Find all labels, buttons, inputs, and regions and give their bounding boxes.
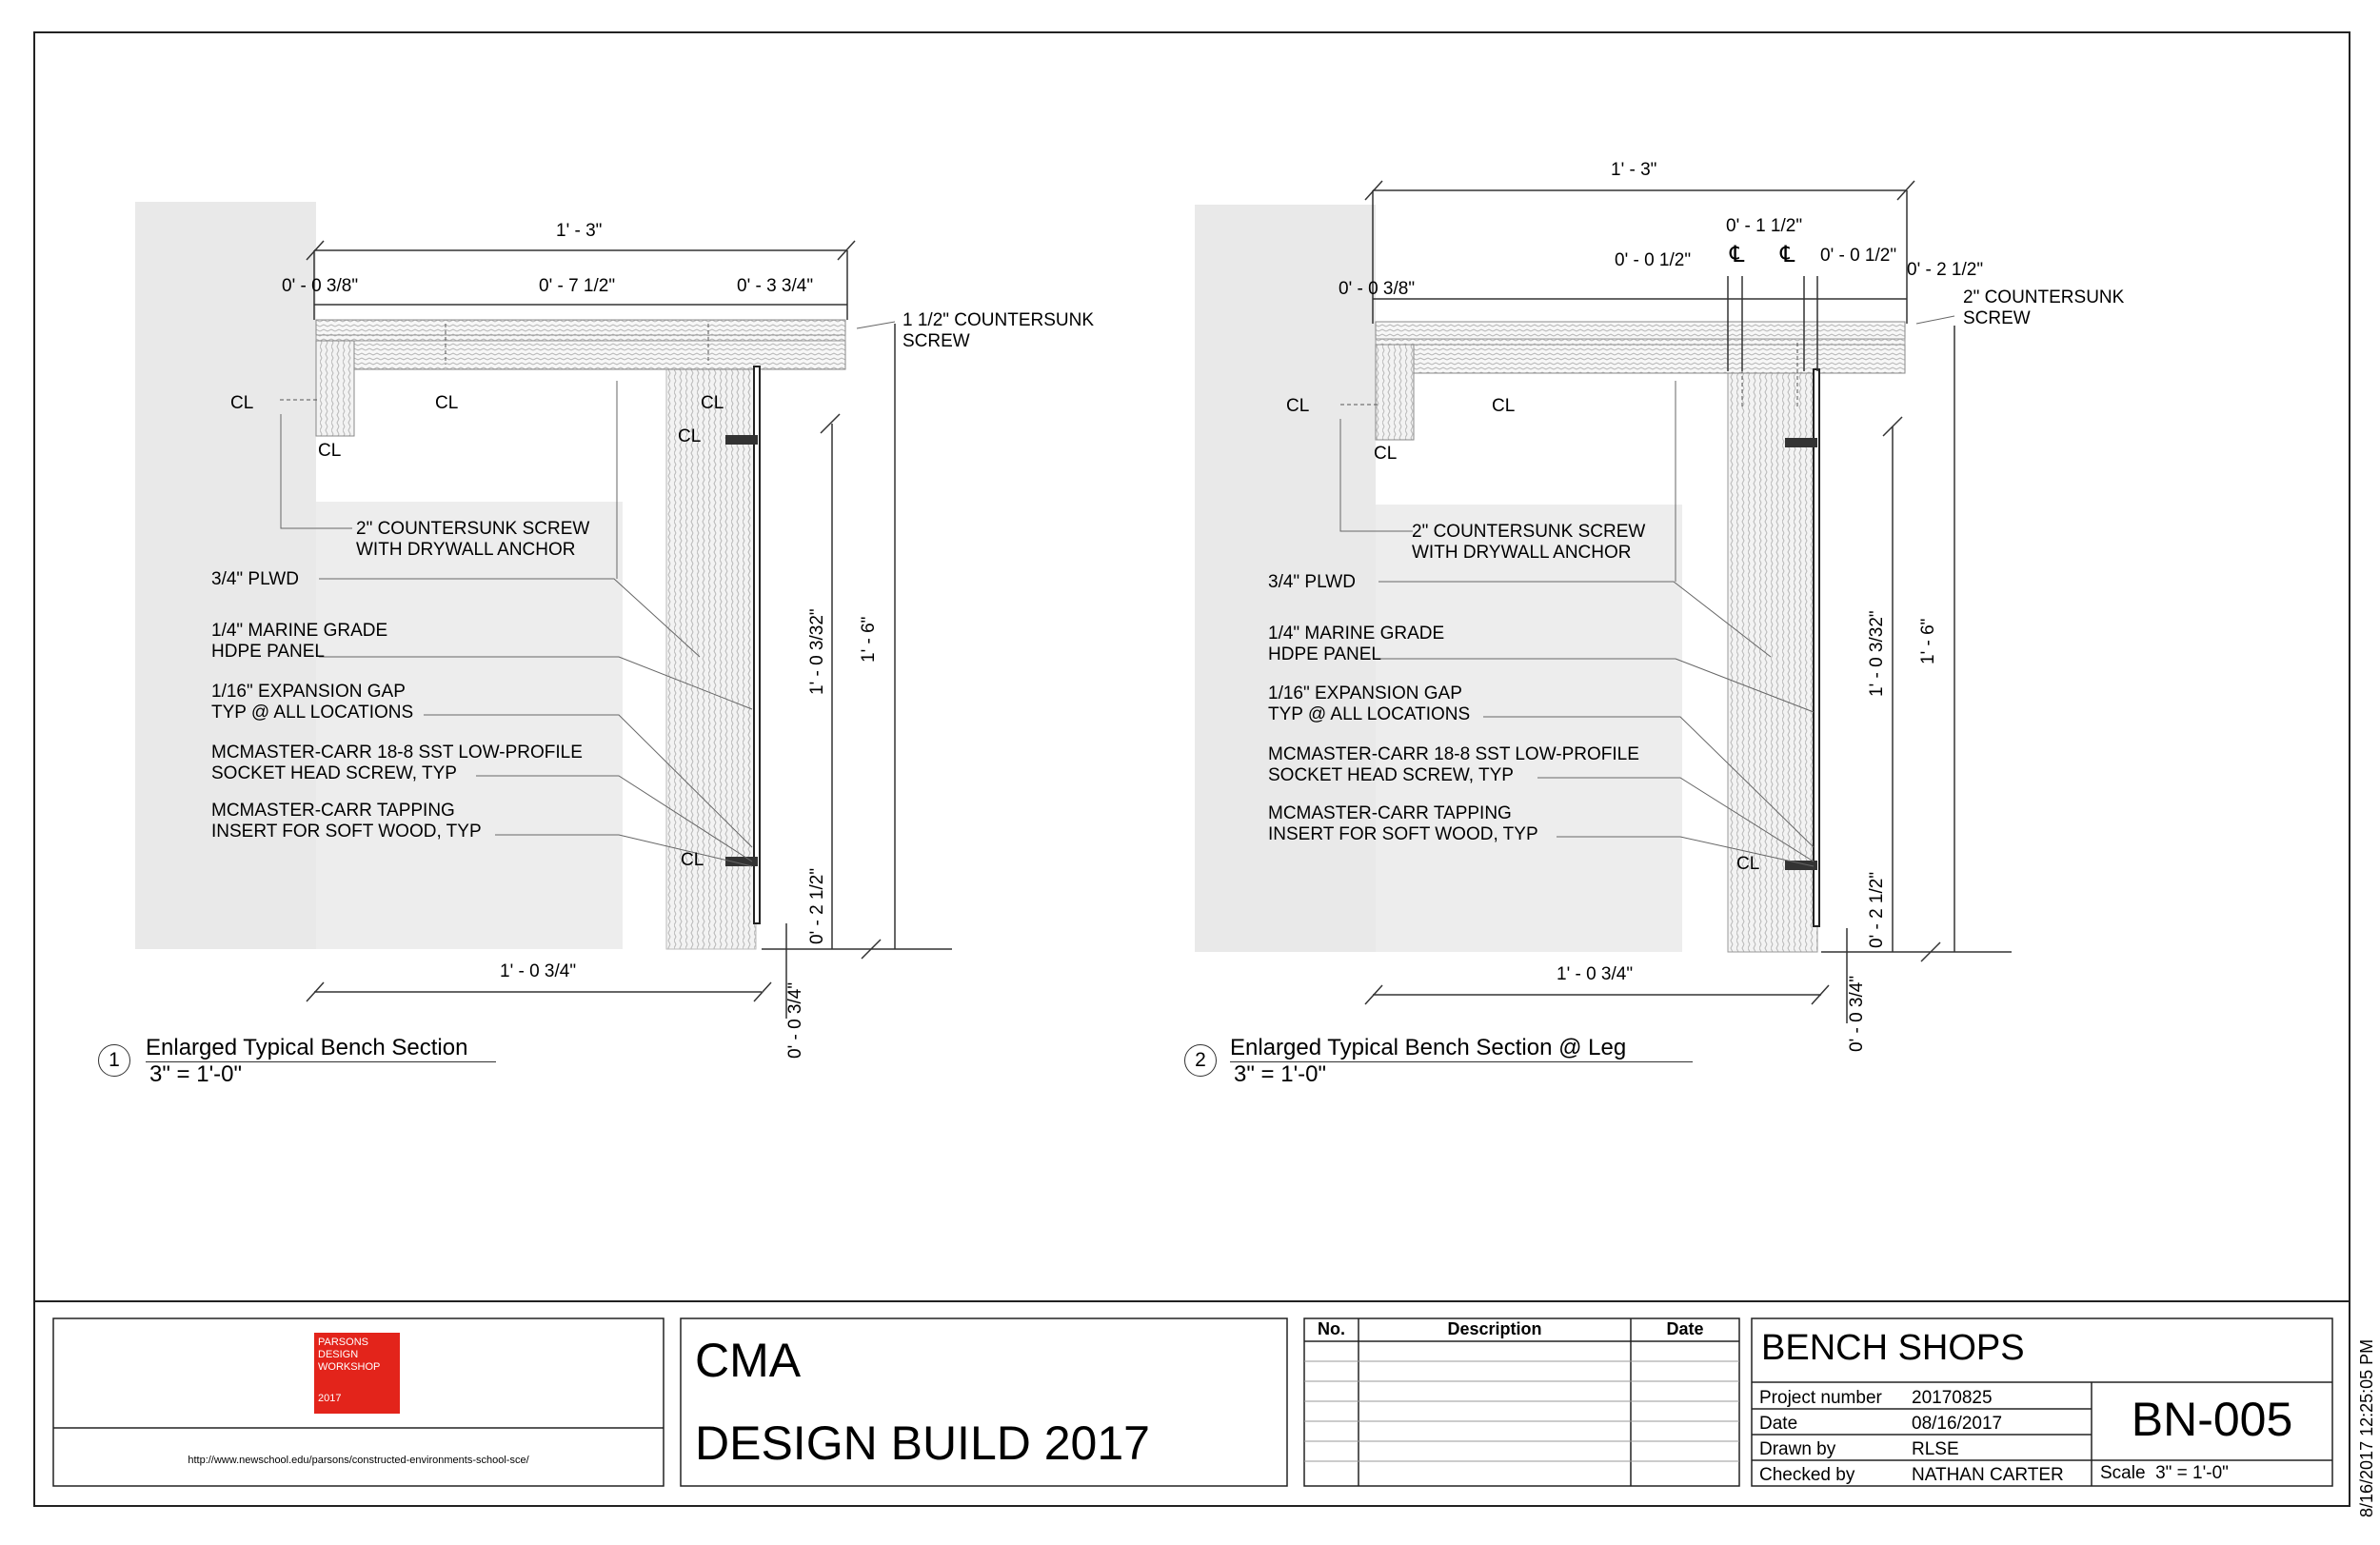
note-hdpe: 1/4" MARINE GRADE HDPE PANEL [1268,624,1445,664]
logo-line: WORKSHOP [318,1361,381,1373]
field-value: 08/16/2017 [1912,1414,2003,1434]
field-value: 20170825 [1912,1388,1993,1408]
dim-bottom-width: 1' - 0 3/4" [1557,964,1634,984]
field-label: Project number [1759,1388,1882,1408]
detail-number-bubble: 1 [98,1044,130,1077]
cl-label: CL [681,850,704,870]
logo-line: PARSONS [318,1337,368,1348]
detail-number-bubble: 2 [1184,1044,1217,1077]
dim-right-offset: 0' - 3 3/4" [737,276,814,296]
field-value: NATHAN CARTER [1912,1465,2064,1485]
note-screw-top: 1 1/2" COUNTERSUNK SCREW [902,310,1095,351]
field-value: RLSE [1912,1439,1959,1459]
dim-overall-width: 1' - 3" [1611,160,1657,180]
dim-bottom-offset: 0' - 2 1/2" [807,867,827,944]
logo-line: DESIGN [318,1349,359,1360]
dim-leg-b: 0' - 0 1/2" [1820,246,1897,266]
dim-left-offset: 0' - 0 3/8" [1339,279,1416,299]
note-hdpe: 1/4" MARINE GRADE HDPE PANEL [211,621,388,662]
field-label: Checked by [1759,1465,1855,1485]
rev-header-description: Description [1447,1319,1542,1338]
logo-line: 2017 [318,1393,342,1404]
cl-label: CL [230,393,254,413]
cl-label: CL [678,426,702,446]
detail-scale: 3" = 1'-0" [1234,1061,1327,1087]
field-values [1912,1385,2064,1488]
centerline-symbol: ℄ [1730,242,1745,267]
dim-height-total: 1' - 6" [1918,618,1938,664]
firm-url[interactable]: http://www.newschool.edu/parsons/constructed-environments-school-sce/ [188,1455,529,1466]
detail-title: Enlarged Typical Bench Section [146,1035,496,1062]
scale-value: 3" = 1'-0" [2155,1463,2229,1483]
field-labels [1759,1385,1882,1488]
cl-label: CL [318,441,342,461]
dim-middle: 0' - 7 1/2" [539,276,616,296]
note-plwd: 3/4" PLWD [211,569,299,589]
dim-left-offset: 0' - 0 3/8" [282,276,359,296]
dim-height-panel: 1' - 0 3/32" [1867,610,1887,697]
note-socket: MCMASTER-CARR 18-8 SST LOW-PROFILE SOCKET HEAD SCREW, TYP [211,743,583,783]
dim-panel-bottom: 0' - 0 3/4" [1847,975,1867,1052]
scale-field [2100,1463,2229,1484]
note-wall-screw: 2" COUNTERSUNK SCREW WITH DRYWALL ANCHOR [1412,522,1646,563]
cl-label: CL [701,393,724,413]
project-title: DESIGN BUILD 2017 [695,1416,1150,1470]
dim-leg-a: 0' - 0 1/2" [1615,250,1692,270]
note-insert: MCMASTER-CARR TAPPING INSERT FOR SOFT WOOD, TYP [1268,803,1538,844]
scale-label: Scale [2100,1463,2146,1483]
dim-panel-bottom: 0' - 0 3/4" [785,981,805,1059]
note-screw-top: 2" COUNTERSUNK SCREW [1963,287,2125,328]
dim-bottom-offset: 0' - 2 1/2" [1867,871,1887,948]
sheet-title: BENCH SHOPS [1761,1328,2025,1368]
note-insert: MCMASTER-CARR TAPPING INSERT FOR SOFT WOOD, TYP [211,801,482,842]
sheet-number: BN-005 [2131,1393,2293,1446]
detail-scale: 3" = 1'-0" [149,1061,243,1087]
note-gap: 1/16" EXPANSION GAP TYP @ ALL LOCATIONS [211,682,414,723]
cl-label: CL [1492,396,1516,416]
rev-header-date: Date [1666,1319,1704,1338]
logo [318,1337,398,1405]
note-gap: 1/16" EXPANSION GAP TYP @ ALL LOCATIONS [1268,683,1471,724]
dim-right-offset: 0' - 2 1/2" [1907,260,1984,280]
rev-header-no: No. [1318,1319,1345,1338]
note-wall-screw: 2" COUNTERSUNK SCREW WITH DRYWALL ANCHOR [356,519,590,560]
dim-bottom-width: 1' - 0 3/4" [500,961,577,981]
dim-height-total: 1' - 6" [859,616,879,663]
detail-title: Enlarged Typical Bench Section @ Leg [1230,1035,1693,1062]
field-label: Drawn by [1759,1439,1836,1459]
field-label: Date [1759,1414,1798,1434]
cl-label: CL [1736,854,1760,874]
client-name: CMA [695,1334,802,1387]
dim-height-panel: 1' - 0 3/32" [807,608,827,695]
dim-leg-mid: 0' - 1 1/2" [1726,216,1803,236]
plot-timestamp: 8/16/2017 12:25:05 PM [2357,1338,2376,1517]
note-plwd: 3/4" PLWD [1268,572,1356,592]
cl-label: CL [1374,444,1398,464]
note-socket: MCMASTER-CARR 18-8 SST LOW-PROFILE SOCKET HEAD SCREW, TYP [1268,744,1639,785]
dim-overall-width: 1' - 3" [556,221,603,241]
cl-label: CL [1286,396,1310,416]
centerline-symbol: ℄ [1780,242,1795,267]
cl-label: CL [435,393,459,413]
